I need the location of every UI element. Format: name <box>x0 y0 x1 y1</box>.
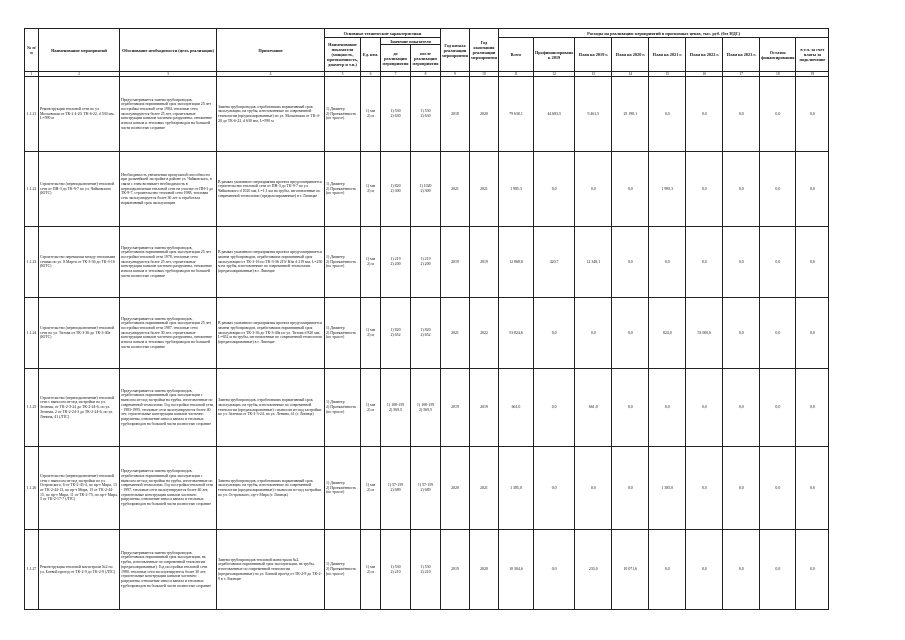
row-incl-fee: 0,0 <box>796 152 829 227</box>
col-number: 5 <box>325 72 361 77</box>
row-plan2019: 12 348,1 <box>575 227 612 298</box>
row-tech-name: 1) Диаметр 2) Протяжённость (по трассе) <box>325 77 361 152</box>
col-number: 13 <box>575 72 612 77</box>
row-num: 1.1.22 <box>25 152 39 227</box>
row-plan2021: 824,0 <box>649 298 686 369</box>
col-header-plan2023: План на 2023 г. <box>723 38 760 72</box>
row-incl-fee: 0,0 <box>796 447 829 530</box>
table-row <box>25 298 829 369</box>
row-notes: В рамках указанного мероприятия проекта предусматривается замена трубопроводов, отработавших нормативный срок эксплуатации от ТК-3-36 до ТК-3-40а по ул. Титова d 820 мм, L=652 м на трубы, изготовленные по современной технологии (предизолированные) в г. Липецке <box>217 298 325 369</box>
row-plan2020: 0,0 <box>612 227 649 298</box>
row-plan2019: 0,0 <box>575 152 612 227</box>
col-header-justification: Обоснование необходимости (цель реализации) <box>120 29 217 72</box>
row-before: 1) 57-159 2) 689 <box>381 447 411 530</box>
row-plan2022: 0,0 <box>686 530 723 610</box>
row-unit: 1) мм 2) м <box>361 369 381 447</box>
col-number: 17 <box>723 72 760 77</box>
row-total: 79 630,1 <box>498 77 533 152</box>
row-justification: Предусматривается замена трубопроводов, отработавших нормативный срок эксплуатации, на трубы, изготовленные по современной технологии (предизолированные). Год постройки тепловой сети 1980, тепловые сети эксплуатируются более 30 лет, строительные конструкции каналов частично разрушены, отношение износа канала и тепловых трубопроводов на большей части полностью сгорание <box>120 530 217 610</box>
row-plan2023: 0,0 <box>723 152 760 227</box>
col-header-plan2022: План на 2022 г. <box>686 38 723 72</box>
row-tech-name: 1) Диаметр 2) Протяжённость (по трассе) <box>325 227 361 298</box>
row-pre2019: 0,0 <box>533 298 574 369</box>
row-num: 1.1.25 <box>25 369 39 447</box>
col-header-event-name: Наименование мероприятий <box>39 29 120 72</box>
row-tech-name: 1) Диаметр 2) Протяжённость (по трассе) <box>325 152 361 227</box>
col-header-plan2020: План на 2020 г. <box>612 38 649 72</box>
row-pre2019: 0,0 <box>533 152 574 227</box>
row-year-start: 2019 <box>441 369 470 447</box>
row-tech-name: 1) Диаметр 2) Протяжённость (по трассе) <box>325 298 361 369</box>
col-number: 19 <box>796 72 829 77</box>
row-justification: Предусматривается замена трубопроводов, отработавших нормативный срок эксплуатации 25 лет постройки тепловой сети 1978, тепловые сети эксплуатируются более 25 лет, строительные конструкции каналов частично разрушены, отношение износа канала и тепловых трубопроводов на большей части полностью сгорание <box>120 227 217 298</box>
row-notes: В рамках указанного мероприятия проекта предусматривается строительство тепловой сети от ПН-3 до ТК-9-7 по ул. Чайковского d 1020 мм, L=1,1 км на трубы, изготовленные по современной технологии (предизолированные) в г. Липецке <box>217 152 325 227</box>
row-event-name: Строительство перемычки между тепловыми сетями по ул. 8 Марта от ТК-3-36 до ТК-3-16 (ЮТС) <box>39 227 120 298</box>
row-notes: Замена трубопроводов, отработавших нормативный срок эксплуатации, на трубы, изготовленные по современной технологии (предизолированные) по ул. Московская от ТК-4-20 до ТК-6-22, d 630 мм, L=590 м <box>217 77 325 152</box>
col-header-plan2019: План на 2019 г. <box>575 38 612 72</box>
row-incl-fee: 0,0 <box>796 369 829 447</box>
row-unit: 1) мм 2) м <box>361 77 381 152</box>
col-header-after: после реализации мероприятия <box>411 45 441 72</box>
row-event-name: Строительство (переподключение) тепловой сети с выносом из-под застройки по ул. Зеленая, от ТК-2-3-24 до ТК-2-24-6, по ул. Зеленая, 2 от ТК-2-24-3 до ТК-2-24-6, по ул. Ленина, 41 (ЛТС) <box>39 369 120 447</box>
row-plan2022: 0,0 <box>686 227 723 298</box>
table-row <box>25 530 829 610</box>
row-year-end: 2019 <box>469 227 498 298</box>
row-after: 1) 108-159 2) 569,5 <box>411 369 441 447</box>
row-tech-name: 1) Диаметр 2) Протяжённость (по трассе) <box>325 369 361 447</box>
row-plan2021: 1 985,3 <box>649 152 686 227</box>
row-plan2022: 0,0 <box>686 77 723 152</box>
row-year-end: 2020 <box>469 77 498 152</box>
row-plan2020: 25 198,1 <box>612 77 649 152</box>
row-justification: Предусматривается замена трубопроводов, отработавших нормативный срок эксплуатации с выносом из-под застройки на трубы, изготовленные по современной технологии. Год постройки тепловой сети - 1983-1995, тепловые сети эксплуатируются более 40 лет, строительные конструкции каналов частично разрушены, отношение износа канала и тепловых трубопроводов на большей части полностью сгорание <box>120 369 217 447</box>
row-plan2021: 0,0 <box>649 227 686 298</box>
row-notes: В рамках указанного мероприятия проекта предусматривается замена трубопроводов, отработавших нормативный срок эксплуатации от ТК-3-16 по ТК-3-36 219/ Юж d 219 мм, L=250 м на трубы, изготовленные по современной технологии (предизолированные) в г. Липецке <box>217 227 325 298</box>
document-page <box>24 28 829 610</box>
row-unit: 1) мм 2) м <box>361 530 381 610</box>
row-plan2022: 53 000,6 <box>686 298 723 369</box>
col-header-year-end: Год окончания реализации мероприятия <box>469 29 498 72</box>
row-num: 1.1.21 <box>25 77 39 152</box>
row-plan2023: 0,0 <box>723 77 760 152</box>
row-tech-name: 1) Диаметр 2) Протяжённость (по трассе) <box>325 530 361 610</box>
row-incl-fee: 0,0 <box>796 298 829 369</box>
col-number: 8 <box>411 72 441 77</box>
row-event-name: Реконструкция тепловой сети по ул. Московская от ТК-2 4-20, ТК-6-22, d 530 мм, L=590 м <box>39 77 120 152</box>
row-num: 1.1.24 <box>25 298 39 369</box>
row-plan2022: 0,0 <box>686 369 723 447</box>
row-pre2019: 0,0 <box>533 369 574 447</box>
row-plan2019: 661,0 <box>575 369 612 447</box>
col-number: 18 <box>760 72 796 77</box>
col-header-pre2019: Профинансировано к 2019 <box>533 38 574 72</box>
row-plan2022: 0,0 <box>686 447 723 530</box>
row-pre2019: 420,7 <box>533 227 574 298</box>
row-num: 1.1.27 <box>25 530 39 610</box>
row-pre2019: 44 683,5 <box>533 77 574 152</box>
row-total: 1 985,3 <box>498 152 533 227</box>
row-unit: 1) мм 2) м <box>361 227 381 298</box>
row-before: 1) 820 2) 300 <box>381 152 411 227</box>
table-row <box>25 369 829 447</box>
table-row <box>25 447 829 530</box>
row-plan2023: 0,0 <box>723 369 760 447</box>
row-event-name: Строительство (переподключение) тепловой сети по ул. Титова от ТК-3-36 до ТК-3-40а (ЮТС) <box>39 298 120 369</box>
table-row <box>25 227 829 298</box>
row-pre2019: 0,0 <box>533 530 574 610</box>
row-plan2019: 233,0 <box>575 530 612 610</box>
row-plan2020: 0,0 <box>612 369 649 447</box>
row-after: 1) 57-159 2) 689 <box>411 447 441 530</box>
row-remainder: 0,0 <box>760 530 796 610</box>
row-year-start: 2019 <box>441 530 470 610</box>
row-after: 1) 1020 2) 300 <box>411 152 441 227</box>
row-year-end: 2020 <box>469 530 498 610</box>
col-header-values-group: Значение показателя <box>381 38 441 45</box>
col-header-year-start: Год начала реализации мероприятия <box>441 29 470 72</box>
col-number: 4 <box>217 72 325 77</box>
row-plan2022: 0,0 <box>686 152 723 227</box>
col-header-num: № п/п <box>25 29 39 72</box>
row-num: 1.1.26 <box>25 447 39 530</box>
row-incl-fee: 0,0 <box>796 530 829 610</box>
investment-program-table <box>24 28 829 610</box>
row-before: 1) 530 2) 210 <box>381 530 411 610</box>
col-header-unit: Ед. изм. <box>361 38 381 72</box>
row-remainder: 0,0 <box>760 298 796 369</box>
row-before: 1) 108-159 2) 569,5 <box>381 369 411 447</box>
col-number: 3 <box>120 72 217 77</box>
row-plan2021: 1 385,0 <box>649 447 686 530</box>
row-plan2020: 10 071,6 <box>612 530 649 610</box>
col-number: 9 <box>441 72 470 77</box>
row-after: 1) 219 2) 200 <box>411 227 441 298</box>
col-number: 16 <box>686 72 723 77</box>
row-notes: Замена трубопроводов, отработавших нормативный срок эксплуатации, на трубы, изготовленные по современной технологии (предизолированные) с выносом из-под застройки по ул. Зеленая от ТК-2-3-24, по ул. Ленина, 41 (г. Липецк) <box>217 369 325 447</box>
col-number: 14 <box>612 72 649 77</box>
row-year-start: 2021 <box>441 152 470 227</box>
row-after: 1) 530 2) 630 <box>411 77 441 152</box>
row-total: 661,0 <box>498 369 533 447</box>
table-row <box>25 152 829 227</box>
col-header-total: Всего <box>498 38 533 72</box>
row-notes: Замена трубопроводов тепловой магистрали №2, отработавших нормативный срок эксплуатации, на трубы, изготовленные по современной технологии (предизолированные) по ул. Боевой проезд от ТК-2-9 до ТК-2-9 в г. Липецке <box>217 530 325 610</box>
row-year-start: 2021 <box>441 298 470 369</box>
row-justification: Предусматривается замена трубопроводов, отработавших нормативный срок эксплуатации с выносом из-под застройки на трубы, изготовленные по современной технологии. Год постройки тепловой сети - 1997, тепловые сети эксплуатируются более 40 лет, строительные конструкции каналов частично разрушены, отношение износа канала и тепловых трубопроводов на большей части полностью сгорание <box>120 447 217 530</box>
row-tech-name: 1) Диаметр 2) Протяжённость (по трассе) <box>325 447 361 530</box>
row-remainder: 0,0 <box>760 77 796 152</box>
col-number: 6 <box>361 72 381 77</box>
row-pre2019: 0,0 <box>533 447 574 530</box>
row-justification: Предусматривается замена трубопроводов, отработавших нормативный срок эксплуатации 25 лет постройки тепловой сети 1984, тепловые сети эксплуатируются более 25 лет, строительные конструкции каналов частично разрушены, отношение износа канала и тепловых трубопроводов на большей части полностью сгорание <box>120 77 217 152</box>
col-header-incl-fee: в т.ч. за счет платы за подключение <box>796 38 829 72</box>
row-year-end: 2019 <box>469 369 498 447</box>
row-year-start: 2020 <box>441 447 470 530</box>
col-number: 2 <box>39 72 120 77</box>
row-event-name: Реконструкция тепловой магистрали №2 по ул. Боевой проезд от ТК-2-9 до ТК-2-9 (ЛТС) <box>39 530 120 610</box>
row-remainder: 0,0 <box>760 227 796 298</box>
col-header-tech-group: Основные технические характеристики <box>325 29 441 38</box>
row-total: 1 385,0 <box>498 447 533 530</box>
row-unit: 1) мм 2) м <box>361 152 381 227</box>
row-notes: Замена трубопроводов, отработавших нормативный срок эксплуатации, на трубы, изготовленные по современной технологии (предизолированные) с выносом из-под застройки по ул. Островского, пр-т Мира (г. Липецк) <box>217 447 325 530</box>
row-plan2019: 0,0 <box>575 298 612 369</box>
col-number: 11 <box>498 72 533 77</box>
row-remainder: 0,0 <box>760 152 796 227</box>
row-year-start: 2019 <box>441 227 470 298</box>
col-header-before: до реализации мероприятия <box>381 45 411 72</box>
col-number: 15 <box>649 72 686 77</box>
row-justification: Необходимость увеличения пропускной способности при дальнейшей застройке в районе ул. Чайковского, в связи с этим возникает необходимость в переподключении тепловой сети на участке от ПН-3 до ТК-9-7, строительство тепловой сети 1988, тепловая сеть эксплуатируется более 30 лет и отработала нормативный срок эксплуатации <box>120 152 217 227</box>
row-incl-fee: 0,0 <box>796 77 829 152</box>
row-before: 1) 530 2) 630 <box>381 77 411 152</box>
row-plan2019: 0,0 <box>575 447 612 530</box>
row-remainder: 0,0 <box>760 447 796 530</box>
row-plan2020: 0,0 <box>612 447 649 530</box>
col-header-tech-name: Наименование показателя (мощность, протяженность, диаметр и т.п.) <box>325 38 361 72</box>
row-total: 10 304,6 <box>498 530 533 610</box>
row-year-end: 2021 <box>469 152 498 227</box>
row-plan2023: 0,0 <box>723 530 760 610</box>
row-num: 1.1.23 <box>25 227 39 298</box>
col-number: 12 <box>533 72 574 77</box>
col-header-remainder: Остаток финансирования <box>760 38 796 72</box>
col-number: 10 <box>469 72 498 77</box>
row-total: 12 868,8 <box>498 227 533 298</box>
col-header-notes: Примечание <box>217 29 325 72</box>
row-after: 1) 820 2) 652 <box>411 298 441 369</box>
row-plan2021: 0,0 <box>649 530 686 610</box>
col-header-costs-group: Расходы на реализацию мероприятий в прогнозных ценах, тыс. руб. (без НДС) <box>498 29 828 38</box>
row-plan2023: 0,0 <box>723 298 760 369</box>
row-plan2021: 0,0 <box>649 369 686 447</box>
row-remainder: 0,0 <box>760 369 796 447</box>
row-plan2021: 0,0 <box>649 77 686 152</box>
row-plan2023: 0,0 <box>723 447 760 530</box>
col-header-plan2021: План на 2021 г. <box>649 38 686 72</box>
col-number: 1 <box>25 72 39 77</box>
row-event-name: Строительство (переподключение) тепловой сети от ПН-3 до ТК-9-7 по ул. Чайковского (ЮТС) <box>39 152 120 227</box>
row-plan2020: 0,0 <box>612 298 649 369</box>
row-year-start: 2018 <box>441 77 470 152</box>
row-total: 53 824,6 <box>498 298 533 369</box>
row-event-name: Строительство (переподключение) тепловой сети с выносом из-под застройки по ул. Островского, 6 от ТК-2-43-4, по пр-т Мира, 13 от ТК-2-44-13, по пр-т Мира, 15 от ТК-2-44-15, по пр-т Мира, 11 от ТК-2-75, по пр-т Мира, 5 от ТК-2-17-7 (ЛТС) <box>39 447 120 530</box>
row-year-end: 2021 <box>469 447 498 530</box>
row-plan2019: 9 461,5 <box>575 77 612 152</box>
row-unit: 1) мм 2) м <box>361 447 381 530</box>
table-row <box>25 77 829 152</box>
row-before: 1) 820 2) 652 <box>381 298 411 369</box>
row-plan2023: 0,0 <box>723 227 760 298</box>
row-incl-fee: 0,0 <box>796 227 829 298</box>
row-justification: Предусматривается замена трубопроводов, отработавших нормативный срок эксплуатации 25 лет постройки тепловой сети 1987, тепловые сети эксплуатируются более 30 лет, строительные конструкции каналов частично разрушены, отношение износа канала и тепловых трубопроводов на большей части полностью сгорание <box>120 298 217 369</box>
row-unit: 1) мм 2) м <box>361 298 381 369</box>
row-plan2020: 0,0 <box>612 152 649 227</box>
col-number: 7 <box>381 72 411 77</box>
row-before: 1) 219 2) 200 <box>381 227 411 298</box>
row-year-end: 2022 <box>469 298 498 369</box>
row-after: 1) 530 2) 210 <box>411 530 441 610</box>
